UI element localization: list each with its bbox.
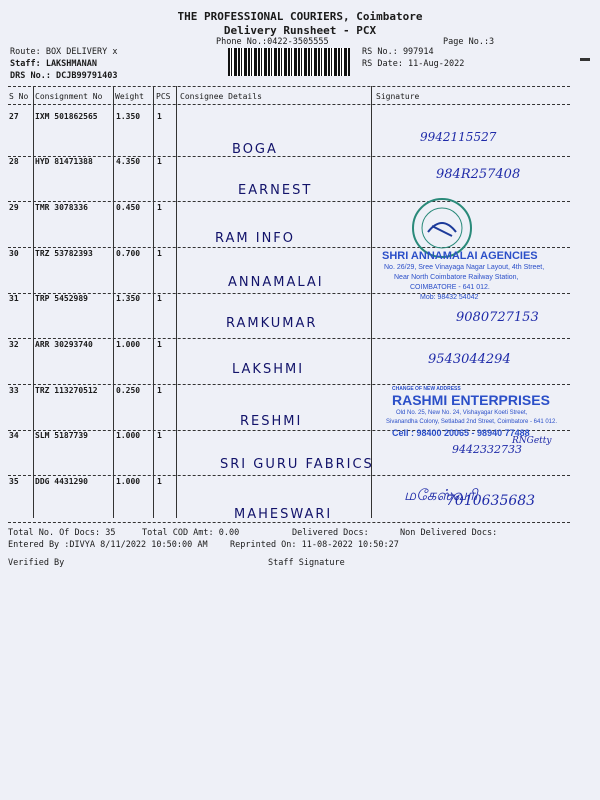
column-divider [153,86,154,518]
agencies-stamp-address-3: COIMBATORE - 641 012. [410,284,490,291]
total-cod: Total COD Amt: 0.00 [142,528,240,538]
row-consignment: HYD 81471388 [35,157,93,166]
rs-number: RS No.: 997914 [362,47,434,57]
doc-title: Delivery Runsheet - PCX [223,24,377,37]
header-consignment: Consignment No [35,92,103,101]
column-divider [176,86,177,518]
phone-number: Phone No.:0422-3505555 [216,37,329,47]
rashmi-stamp-cell: Cell : 98400 20065 - 98940 77488 [392,428,530,438]
row-weight: 0.450 [116,203,141,212]
row-signature: 984R257408 [436,167,521,182]
column-divider [113,86,114,518]
row-separator [8,293,570,294]
row-consignee: BOGA [232,142,278,157]
row-consignee: RAM INFO [215,231,296,246]
row-weight: 1.000 [116,477,141,486]
rashmi-stamp-note: CHANGE OF NEW ADDRESS [392,386,461,392]
footer-rule [8,522,570,523]
row-pcs: 1 [157,294,162,303]
staff-name: Staff: LAKSHMANAN [10,59,97,69]
row-sno: 31 [9,294,19,303]
row-weight: 1.000 [116,431,141,440]
row-signature: 9080727153 [456,310,539,325]
signature-tamil: மகேஸ்வரி [404,486,478,504]
row-consignee: RAMKUMAR [226,316,318,331]
header-signature: Signature [376,92,420,101]
row-pcs: 1 [157,386,162,395]
reprinted-on: Reprinted On: 11-08-2022 10:50:27 [230,540,399,550]
agencies-stamp-title: SHRI ANNAMALAI AGENCIES [382,250,538,262]
row-consignment: TRZ 53782393 [35,249,93,258]
row-pcs: 1 [157,112,162,121]
row-signature: 9442332733 [452,443,522,456]
header-consignee: Consignee Details [180,92,262,101]
row-sno: 28 [9,157,19,166]
verified-by: Verified By [8,558,65,568]
row-consignee: RESHMI [240,414,303,429]
company-name: THE PROFESSIONAL COURIERS, Coimbatore [177,10,423,23]
header-sno: S No [9,92,29,101]
delivered-docs: Delivered Docs: [292,528,369,538]
row-signature: 7010635683 [446,493,536,509]
column-divider [33,86,34,518]
barcode [228,48,350,76]
rs-date: RS Date: 11-Aug-2022 [362,59,465,69]
row-pcs: 1 [157,203,162,212]
header-pcs: PCS [156,92,171,101]
row-pcs: 1 [157,249,162,258]
row-weight: 0.250 [116,386,141,395]
row-separator [8,201,570,202]
row-pcs: 1 [157,477,162,486]
corner-mark [580,58,590,61]
non-delivered-docs: Non Delivered Docs: [400,528,498,538]
rashmi-stamp-title: RASHMI ENTERPRISES [392,392,550,408]
row-pcs: 1 [157,431,162,440]
row-consignee: SRI GURU FABRICS [220,457,374,472]
table-header-rule [8,104,570,105]
row-pcs: 1 [157,340,162,349]
rashmi-stamp-address-2: Sivanandha Colony, Setlabad 2nd Street, Coimbatore - 641 012. [386,419,557,425]
entered-by: Entered By :DIVYA 8/11/2022 10:50:00 AM [8,540,208,550]
row-sno: 35 [9,477,19,486]
row-separator [8,338,570,339]
row-weight: 4.350 [116,157,141,166]
row-consignment: TRZ 113270512 [35,386,98,395]
row-consignee: MAHESWARI [234,507,333,522]
row-consignee: EARNEST [238,183,313,198]
staff-signature: Staff Signature [268,558,345,568]
row-consignment: DDG 4431290 [35,477,88,486]
row-consignment: TMR 3078336 [35,203,88,212]
agencies-stamp-address-2: Near North Coimbatore Railway Station, [394,274,519,281]
row-signature: 9942115527 [420,130,497,144]
row-separator [8,384,570,385]
row-separator [8,475,570,476]
header-weight: Weight [115,92,144,101]
total-docs: Total No. Of Docs: 35 [8,528,116,538]
row-consignment: ARR 30293740 [35,340,93,349]
row-weight: 1.000 [116,340,141,349]
route: Route: BOX DELIVERY x [10,47,118,57]
row-separator [8,247,570,248]
row-sno: 30 [9,249,19,258]
row-weight: 1.350 [116,294,141,303]
row-consignee: ANNAMALAI [228,275,324,290]
row-consignee: LAKSHMI [232,362,305,377]
row-sno: 33 [9,386,19,395]
row-weight: 0.700 [116,249,141,258]
row-consignment: TRP 5452989 [35,294,88,303]
row-weight: 1.350 [116,112,141,121]
row-sno: 27 [9,112,19,121]
row-consignment: SLM 5187739 [35,431,88,440]
agencies-stamp-mobile: Mob: 98432 54042 [420,294,479,301]
table-top-rule [8,86,570,87]
signature-extra-top: RNGetty [512,436,552,446]
agencies-stamp-address-1: No. 26/29, Sree Vinayaga Nagar Layout, 4th Street, [384,264,545,271]
column-divider [371,86,372,518]
row-pcs: 1 [157,157,162,166]
row-signature: 9543044294 [428,352,511,367]
rashmi-stamp-address-1: Old No. 25, New No. 24, Vishayagar Koeti Street, [396,410,528,416]
row-sno: 32 [9,340,19,349]
drs-number: DRS No.: DCJB99791403 [10,71,118,81]
row-sno: 34 [9,431,19,440]
row-consignment: IXM 501862565 [35,112,98,121]
page-number: Page No.:3 [443,37,495,47]
row-sno: 29 [9,203,19,212]
